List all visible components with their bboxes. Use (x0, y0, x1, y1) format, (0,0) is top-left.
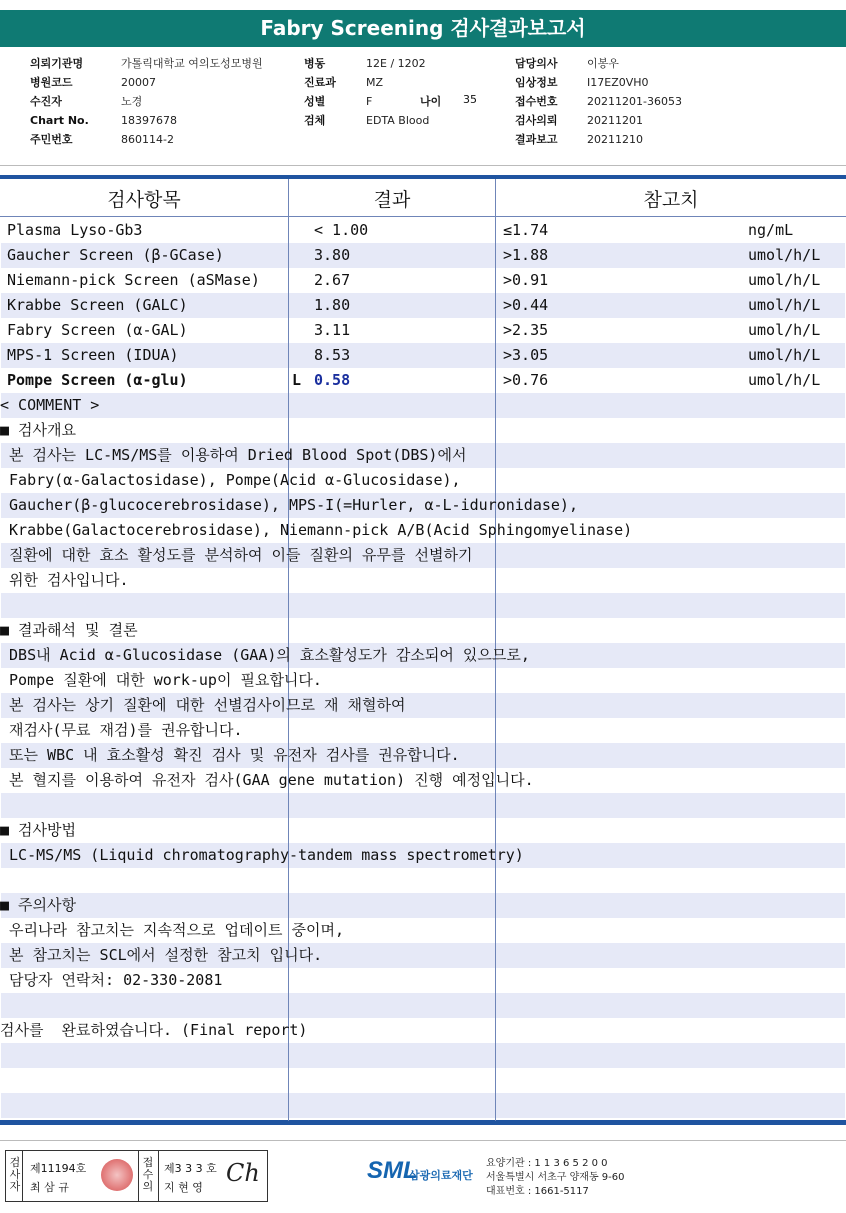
test-item: Pompe Screen (α-glu) (7, 371, 188, 389)
reference-value: >2.35 (503, 321, 549, 339)
info-row (515, 111, 682, 130)
test-item: Niemann-pick Screen (aSMase) (7, 271, 260, 289)
comment-line: 질환에 대한 효소 활성도를 분석하여 이들 질환의 유무를 선별하기 (0, 546, 473, 564)
age-value: 35 (463, 93, 477, 106)
info-label: 검사의뢰 (515, 114, 558, 127)
info-label: 임상정보 (515, 76, 558, 89)
report-title: Fabry Screening 검사결과보고서 (0, 10, 846, 47)
sml-logo-text: 삼광의료재단 (409, 1169, 473, 1182)
reference-unit: umol/h/L (748, 321, 821, 339)
test-item: MPS-1 Screen (IDUA) (7, 346, 179, 364)
info-value: 노경 (121, 95, 143, 108)
info-value: F (366, 95, 373, 108)
reference-value: ≤1.74 (503, 221, 549, 239)
result-value: 0.58 (314, 371, 351, 389)
comment-line: Fabry(α-Galactosidase), Pompe(Acid α-Glucosidase), (0, 471, 461, 489)
contact-line: 요양기관 : 1 1 3 6 5 2 0 0 (486, 1158, 608, 1169)
info-label: 성별 (304, 95, 326, 108)
reference-unit: umol/h/L (748, 271, 821, 289)
comment-line: Pompe 질환에 대한 work-up이 필요합니다. (0, 671, 322, 689)
comment-line: Krabbe(Galactocerebrosidase), Niemann-pick A/B(Acid Sphingomyelinase) (0, 521, 633, 539)
test-item: Fabry Screen (α-GAL) (7, 321, 188, 339)
info-row (515, 130, 682, 149)
info-value: 20211210 (587, 133, 643, 146)
result-value: < 1.00 (314, 221, 369, 239)
comment-line: 본 참고치는 SCL에서 설정한 참고치 입니다. (0, 946, 323, 964)
comment-line: < COMMENT > (0, 396, 100, 414)
info-row (30, 111, 263, 130)
reference-value: >0.44 (503, 296, 549, 314)
reference-unit: umol/h/L (748, 296, 821, 314)
info-value: EDTA Blood (366, 114, 430, 127)
comment-line: ■ 검사방법 (0, 821, 77, 839)
info-value: I17EZ0VH0 (587, 76, 649, 89)
receiver-name: 지 현 영 (164, 1181, 203, 1194)
receiver-vertical-label: 접수의 (142, 1156, 154, 1193)
age-label: 나이 (420, 95, 442, 108)
reference-unit: ng/mL (748, 221, 794, 239)
info-value: 860114-2 (121, 133, 174, 146)
row-stripe (1, 1043, 845, 1068)
contact-line: 대표번호 : 1661-5117 (486, 1186, 589, 1197)
comment-line: 본 검사는 상기 질환에 대한 선별검사이므로 재 채혈하여 (0, 696, 406, 714)
result-value: 3.11 (314, 321, 351, 339)
inspector-number: 제11194호 (30, 1162, 87, 1175)
receiver-number: 제3 3 3 호 (164, 1162, 217, 1175)
info-value: 20211201-36053 (587, 95, 682, 108)
info-label: 병동 (304, 57, 326, 70)
result-value: 3.80 (314, 246, 351, 264)
info-value: 이봉우 (587, 57, 619, 70)
comment-line: ■ 주의사항 (0, 896, 77, 914)
info-value: 12E / 1202 (366, 57, 426, 70)
official-seal (101, 1159, 133, 1191)
comment-line: Gaucher(β-glucocerebrosidase), MPS-I(=Hurler, α-L-iduronidase), (0, 496, 578, 514)
info-row (304, 111, 429, 130)
info-label: 의뢰기관명 (30, 57, 84, 70)
header-test-item: 검사항목 (107, 189, 181, 211)
info-row (304, 73, 429, 92)
inspector-name: 최 삼 규 (30, 1181, 69, 1194)
info-label: 접수번호 (515, 95, 558, 108)
reference-value: >0.91 (503, 271, 549, 289)
row-stripe (1, 393, 845, 418)
reference-value: >3.05 (503, 346, 549, 364)
info-label: 주민번호 (30, 133, 73, 146)
reference-value: >0.76 (503, 371, 549, 389)
signature: Ch (226, 1159, 260, 1187)
footer-divider (0, 1140, 846, 1141)
info-label: Chart No. (30, 114, 89, 127)
header-reference: 참고치 (643, 189, 699, 211)
contact-info (486, 1157, 625, 1199)
reference-unit: umol/h/L (748, 346, 821, 364)
info-value: 20007 (121, 76, 156, 89)
low-flag: L (292, 371, 302, 389)
reference-value: >1.88 (503, 246, 549, 264)
row-stripe (1, 993, 845, 1018)
info-row (304, 92, 429, 111)
comment-line: 본 혈지를 이용하여 유전자 검사(GAA gene mutation) 진행 예정입니다. (0, 771, 534, 789)
test-item: Krabbe Screen (GALC) (7, 296, 188, 314)
info-value: 가톨릭대학교 여의도성모병원 (121, 57, 263, 70)
info-row (30, 92, 263, 111)
info-value: 18397678 (121, 114, 177, 127)
comment-line: ■ 결과해석 및 결론 (0, 621, 138, 639)
info-value: MZ (366, 76, 384, 89)
row-stripe (1, 893, 845, 918)
info-label: 진료과 (304, 76, 336, 89)
signature-box (5, 1150, 268, 1202)
info-row (30, 73, 263, 92)
info-label: 수진자 (30, 95, 62, 108)
comment-line: 또는 WBC 내 효소활성 확진 검사 및 유전자 검사를 권유합니다. (0, 746, 460, 764)
row-stripe (1, 593, 845, 618)
info-col-left (30, 54, 263, 149)
info-label: 병원코드 (30, 76, 73, 89)
info-value: 20211201 (587, 114, 643, 127)
comment-line: 담당자 연락처: 02-330-2081 (0, 971, 223, 989)
info-row (515, 92, 682, 111)
comment-line: 위한 검사입니다. (0, 571, 129, 589)
comment-line: ■ 검사개요 (0, 421, 77, 439)
result-value: 1.80 (314, 296, 351, 314)
comment-line: 본 검사는 LC-MS/MS를 이용하여 Dried Blood Spot(DBS)에서 (0, 446, 467, 464)
sml-logo-mark: SML (367, 1157, 418, 1184)
comment-line: LC-MS/MS (Liquid chromatography-tandem mass spectrometry) (0, 846, 524, 864)
info-label: 검체 (304, 114, 326, 127)
comment-line: 재검사(무료 재검)를 권유합니다. (0, 721, 243, 739)
reference-unit: umol/h/L (748, 246, 821, 264)
info-row (30, 130, 263, 149)
inspector-vertical-label: 검사자 (9, 1156, 21, 1193)
result-value: 2.67 (314, 271, 351, 289)
result-value: 8.53 (314, 346, 351, 364)
comment-line: 검사를 완료하였습니다. (Final report) (0, 1021, 308, 1039)
header-divider (0, 216, 846, 217)
row-stripe (1, 793, 845, 818)
info-row (515, 54, 682, 73)
contact-line: 서울특별시 서초구 양재동 9-60 (486, 1172, 625, 1183)
comment-line: 우리나라 참고치는 지속적으로 업데이트 중이며, (0, 921, 344, 939)
info-row (304, 54, 429, 73)
comment-line: DBS내 Acid α-Glucosidase (GAA)의 효소활성도가 감소되어 있으므로, (0, 646, 530, 664)
info-label: 담당의사 (515, 57, 558, 70)
test-item: Gaucher Screen (β-GCase) (7, 246, 224, 264)
divider (0, 165, 846, 166)
info-col-middle (304, 54, 429, 130)
info-row (515, 73, 682, 92)
info-col-right (515, 54, 682, 149)
row-stripe (1, 1093, 845, 1118)
header-result: 결과 (373, 189, 411, 211)
info-label: 결과보고 (515, 133, 558, 146)
info-row (30, 54, 263, 73)
test-item: Plasma Lyso-Gb3 (7, 221, 143, 239)
reference-unit: umol/h/L (748, 371, 821, 389)
